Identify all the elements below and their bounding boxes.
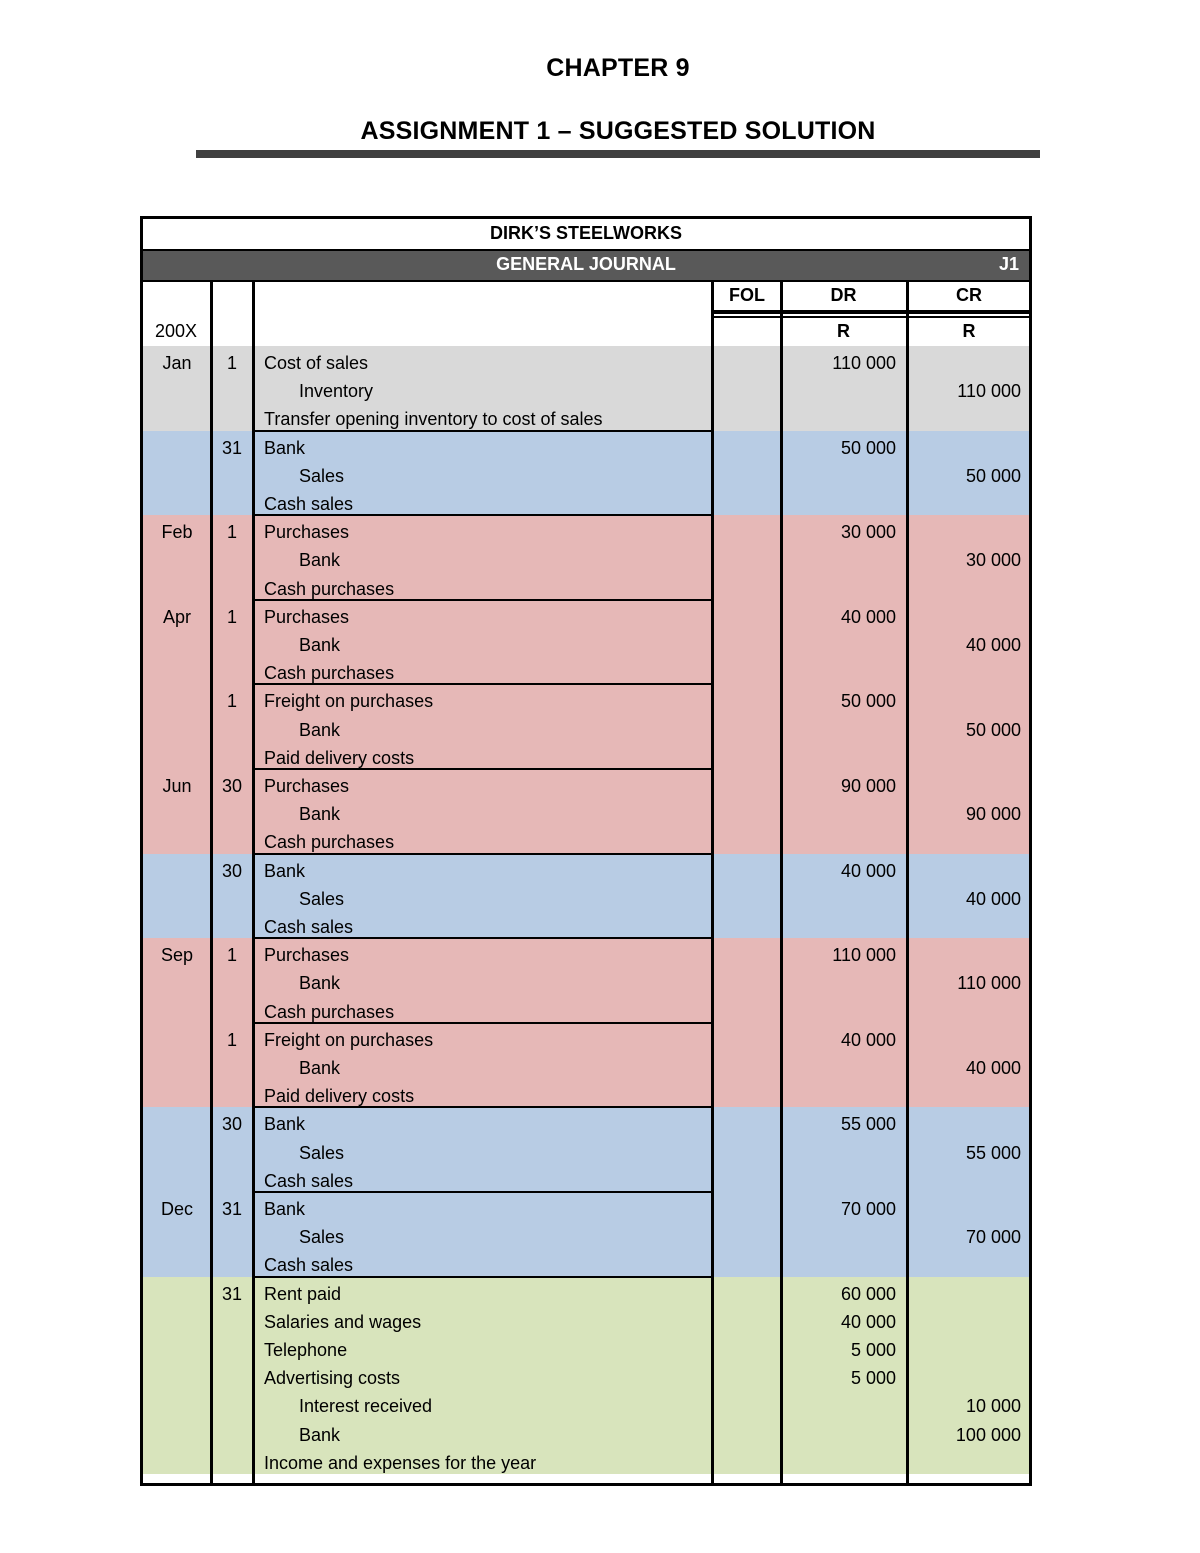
- entry-debit: 40 000: [840, 606, 896, 627]
- entry-debit: 50 000: [840, 691, 896, 712]
- entry-debit: 40 000: [840, 1029, 896, 1050]
- entry-account: Salaries and wages: [264, 1311, 422, 1332]
- entry-account: Bank: [264, 860, 306, 881]
- entry-account: Purchases: [264, 945, 350, 966]
- entry-account: Bank: [264, 437, 306, 458]
- entry-account: Sales: [299, 1227, 345, 1248]
- chapter-title: CHAPTER 9: [546, 54, 690, 82]
- entry-credit: 10 000: [965, 1396, 1021, 1417]
- entry-credit: 40 000: [965, 635, 1021, 655]
- entry-account: Income and expenses for the year: [264, 1452, 537, 1473]
- entry-account: Bank: [299, 973, 341, 994]
- col-divider: [780, 280, 783, 1483]
- entry-account: Bank: [264, 1114, 306, 1135]
- col-divider: [711, 280, 714, 1483]
- header-double-rule: [711, 310, 1029, 314]
- fol-header: FOL: [729, 285, 765, 305]
- entry-day: 1: [226, 945, 237, 966]
- entry-debit: 60 000: [840, 1283, 896, 1304]
- entry-day: 1: [226, 1029, 237, 1050]
- entry-account: Cash sales: [264, 1170, 354, 1191]
- entry-day: 30: [221, 776, 243, 796]
- entry-account: Bank: [299, 550, 341, 571]
- entry-account: Cash sales: [264, 1255, 354, 1276]
- entry-account: Sales: [299, 1142, 345, 1163]
- general-journal: [140, 216, 1032, 1486]
- entry-account: Transfer opening inventory to cost of sales: [264, 409, 603, 430]
- entry-account: Sales: [299, 465, 345, 486]
- entry-account: Purchases: [264, 522, 350, 543]
- entry-day: 30: [221, 860, 243, 881]
- entry-account: Cash purchases: [264, 832, 395, 853]
- entry-day: 1: [226, 353, 237, 373]
- entry-day: 31: [221, 1199, 243, 1219]
- entry-account: Freight on purchases: [264, 1029, 434, 1050]
- entry-month: Apr: [162, 606, 191, 627]
- entry-account: Telephone: [264, 1340, 348, 1360]
- entry-credit: 30 000: [965, 550, 1021, 571]
- year-label: 200X: [155, 321, 198, 341]
- entry-account: Cost of sales: [264, 353, 369, 373]
- entry-day: 30: [221, 1114, 243, 1135]
- entry-account: Bank: [264, 1199, 306, 1219]
- entry-month: Jan: [162, 353, 192, 373]
- entry-separator: [254, 430, 712, 432]
- entry-debit: 110 000: [832, 945, 896, 966]
- entry-month: Dec: [160, 1199, 193, 1219]
- entry-debit: 40 000: [840, 860, 896, 881]
- entry-separator: [254, 937, 712, 939]
- entry-day: 1: [226, 606, 237, 627]
- entry-month: Feb: [161, 522, 193, 543]
- entry-account: Paid delivery costs: [264, 1086, 415, 1107]
- entry-credit: 55 000: [965, 1142, 1021, 1163]
- entry-credit: 110 000: [957, 973, 1021, 994]
- entry-credit: 110 000: [957, 381, 1021, 402]
- entry-credit: 50 000: [965, 465, 1021, 486]
- entry-month: Jun: [162, 776, 192, 796]
- dr-header: DR: [830, 285, 857, 305]
- entry-debit: 90 000: [840, 776, 896, 796]
- entry-separator: [254, 768, 712, 770]
- entry-credit: 40 000: [965, 1058, 1021, 1078]
- entry-debit: 110 000: [832, 353, 896, 373]
- entry-debit: 70 000: [840, 1199, 896, 1219]
- cr-header: CR: [956, 285, 982, 305]
- journal-title-bar: [143, 251, 1029, 280]
- entry-account: Rent paid: [264, 1283, 342, 1304]
- entry-account: Bank: [299, 1424, 341, 1445]
- assignment-title: ASSIGNMENT 1 – SUGGESTED SOLUTION: [360, 117, 876, 145]
- entry-account: Cash purchases: [264, 578, 395, 599]
- entry-account: Inventory: [299, 381, 374, 402]
- entry-account: Cash sales: [264, 917, 354, 937]
- entry-debit: 5 000: [850, 1340, 896, 1360]
- entry-day: 1: [226, 691, 237, 712]
- entry-separator: [254, 1276, 712, 1278]
- company-name: DIRK’S STEELWORKS: [489, 223, 682, 243]
- entry-account: Bank: [299, 635, 341, 655]
- entry-account: Bank: [299, 719, 341, 740]
- entry-separator: [254, 1106, 712, 1108]
- cr-unit: R: [962, 321, 976, 341]
- entry-debit: 55 000: [840, 1114, 896, 1135]
- entry-account: Cash purchases: [264, 663, 395, 684]
- entry-account: Bank: [299, 1058, 341, 1078]
- entry-account: Sales: [299, 888, 345, 909]
- entry-credit: 50 000: [965, 719, 1021, 740]
- title-rule: [196, 150, 1040, 158]
- entry-credit: 100 000: [955, 1424, 1021, 1445]
- entry-account: Purchases: [264, 776, 350, 796]
- entry-debit: 50 000: [840, 437, 896, 458]
- entry-day: 31: [221, 1283, 243, 1304]
- entry-separator: [254, 514, 712, 516]
- col-divider: [906, 280, 909, 1483]
- entry-month: Sep: [160, 945, 194, 966]
- entry-credit: 90 000: [965, 804, 1021, 825]
- entry-debit: 40 000: [840, 1311, 896, 1332]
- entry-account: Cash sales: [264, 494, 354, 514]
- entry-credit: 40 000: [965, 888, 1021, 909]
- col-divider: [252, 280, 255, 1483]
- journal-ref: J1: [998, 254, 1019, 274]
- entry-account: Cash purchases: [264, 1001, 395, 1022]
- entry-separator: [254, 1022, 712, 1024]
- entry-account: Purchases: [264, 606, 350, 627]
- entry-separator: [254, 853, 712, 855]
- entry-separator: [254, 1191, 712, 1193]
- entry-account: Interest received: [299, 1396, 433, 1417]
- dr-unit: R: [837, 321, 850, 341]
- entry-account: Advertising costs: [264, 1368, 401, 1389]
- entry-account: Freight on purchases: [264, 691, 434, 712]
- entry-account: Bank: [299, 804, 341, 825]
- entry-credit: 70 000: [965, 1227, 1021, 1248]
- entry-day: 1: [226, 522, 237, 543]
- col-divider: [210, 280, 213, 1483]
- journal-title: GENERAL JOURNAL: [496, 254, 676, 274]
- entry-debit: 5 000: [850, 1368, 896, 1389]
- divider: [143, 280, 1029, 282]
- entry-debit: 30 000: [840, 522, 896, 543]
- entry-separator: [254, 599, 712, 601]
- entry-account: Paid delivery costs: [264, 747, 415, 768]
- entry-day: 31: [221, 437, 243, 458]
- header-double-rule: [711, 316, 1029, 318]
- entry-separator: [254, 683, 712, 685]
